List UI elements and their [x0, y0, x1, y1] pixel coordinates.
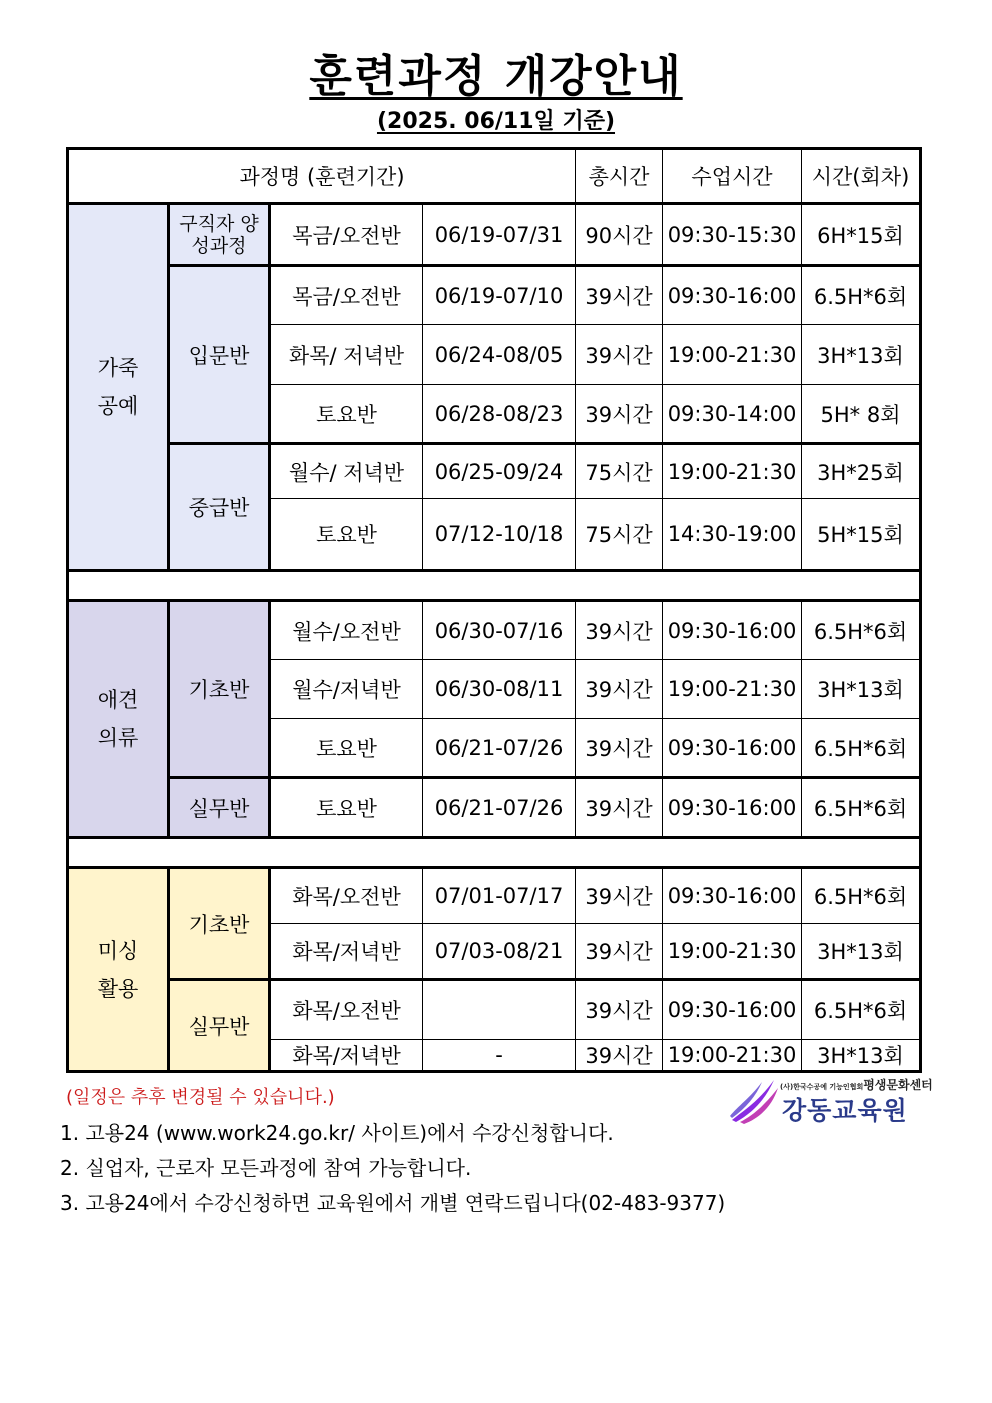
class-time: 09:30-16:00 [663, 601, 802, 660]
class-time: 09:30-16:00 [663, 266, 802, 325]
sessions: 6.5H*6회 [802, 601, 921, 660]
class-name: 화목/저녁반 [270, 1040, 423, 1072]
schedule-change-notice: (일정은 추후 변경될 수 있습니다.) [66, 1087, 335, 1108]
class-time: 09:30-16:00 [663, 778, 802, 838]
class-name: 화목/ 저녁반 [270, 325, 423, 385]
period: 06/25-09/24 [423, 444, 576, 499]
spacer-row [68, 571, 921, 601]
class-name: 토요반 [270, 778, 423, 838]
table-row [68, 980, 921, 1040]
total-hours: 90시간 [576, 204, 663, 266]
class-time: 19:00-21:30 [663, 444, 802, 499]
table-row [68, 444, 921, 499]
class-time: 09:30-14:00 [663, 385, 802, 444]
total-hours: 39시간 [576, 868, 663, 924]
level-basic: 기초반 [169, 601, 270, 778]
table-header-row [68, 149, 921, 204]
sessions: 3H*13회 [802, 325, 921, 385]
period: 07/12-10/18 [423, 499, 576, 571]
note-item: 3. 고용24에서 수강신청하면 교육원에서 개별 연락드립니다(02-483-9377) [60, 1191, 726, 1215]
total-hours: 39시간 [576, 1040, 663, 1072]
sessions: 6.5H*6회 [802, 778, 921, 838]
period: 06/30-08/11 [423, 660, 576, 719]
level-practice: 실무반 [169, 980, 270, 1072]
table-row [68, 868, 921, 924]
total-hours: 75시간 [576, 444, 663, 499]
class-time: 09:30-16:00 [663, 719, 802, 778]
header-course: 과정명 (훈련기간) [68, 149, 576, 204]
total-hours: 39시간 [576, 601, 663, 660]
period: 06/19-07/10 [423, 266, 576, 325]
note-item: 1. 고용24 (www.work24.go.kr/ 사이트)에서 수강신청합니다. [60, 1121, 614, 1145]
period: 06/30-07/16 [423, 601, 576, 660]
class-name: 월수/ 저녁반 [270, 444, 423, 499]
period: - [423, 1040, 576, 1072]
sessions: 3H*13회 [802, 924, 921, 980]
total-hours: 39시간 [576, 385, 663, 444]
sessions: 6.5H*6회 [802, 266, 921, 325]
period: 07/03-08/21 [423, 924, 576, 980]
class-time: 19:00-21:30 [663, 924, 802, 980]
level-basic: 기초반 [169, 868, 270, 980]
sessions: 3H*25회 [802, 444, 921, 499]
category-leather: 가죽 공예 [68, 204, 169, 571]
header-sessions: 시간(회차) [802, 149, 921, 204]
total-hours: 39시간 [576, 266, 663, 325]
class-time: 09:30-16:00 [663, 868, 802, 924]
total-hours: 75시간 [576, 499, 663, 571]
class-name: 화목/오전반 [270, 980, 423, 1040]
class-name: 화목/저녁반 [270, 924, 423, 980]
class-time: 14:30-19:00 [663, 499, 802, 571]
table-row [68, 204, 921, 266]
class-name: 토요반 [270, 499, 423, 571]
class-name: 토요반 [270, 719, 423, 778]
organization-logo [728, 1074, 933, 1125]
period: 07/01-07/17 [423, 868, 576, 924]
period: 06/28-08/23 [423, 385, 576, 444]
period: 06/21-07/26 [423, 778, 576, 838]
header-class-time: 수업시간 [663, 149, 802, 204]
sessions: 6H*15회 [802, 204, 921, 266]
sessions: 5H*15회 [802, 499, 921, 571]
page-subtitle: (2025. 06/11일 기준) [376, 109, 616, 134]
level-practice: 실무반 [169, 778, 270, 838]
class-time: 19:00-21:30 [663, 1040, 802, 1072]
class-time: 19:00-21:30 [663, 325, 802, 385]
class-name: 목금/오전반 [270, 266, 423, 325]
period: 06/19-07/31 [423, 204, 576, 266]
sessions: 3H*13회 [802, 1040, 921, 1072]
total-hours: 39시간 [576, 325, 663, 385]
class-time: 09:30-16:00 [663, 980, 802, 1040]
total-hours: 39시간 [576, 660, 663, 719]
sessions: 6.5H*6회 [802, 719, 921, 778]
level-job: 구직자 양성과정 [169, 204, 270, 266]
class-name: 월수/오전반 [270, 601, 423, 660]
note-item: 2. 실업자, 근로자 모든과정에 참여 가능합니다. [60, 1156, 472, 1180]
sessions: 6.5H*6회 [802, 980, 921, 1040]
total-hours: 39시간 [576, 924, 663, 980]
logo-subtitle: (사)한국수공예 기능인협회평생문화센터 [780, 1078, 933, 1092]
total-hours: 39시간 [576, 778, 663, 838]
table-row [68, 266, 921, 325]
class-name: 토요반 [270, 385, 423, 444]
total-hours: 39시간 [576, 980, 663, 1040]
swoosh-logo-icon [728, 1076, 780, 1124]
level-mid: 중급반 [169, 444, 270, 571]
total-hours: 39시간 [576, 719, 663, 778]
category-pet: 애견 의류 [68, 601, 169, 838]
sessions: 3H*13회 [802, 660, 921, 719]
period [423, 980, 576, 1040]
category-sewing: 미싱 활용 [68, 868, 169, 1072]
table-row [68, 778, 921, 838]
sessions: 6.5H*6회 [802, 868, 921, 924]
class-name: 월수/저녁반 [270, 660, 423, 719]
class-time: 19:00-21:30 [663, 660, 802, 719]
class-name: 화목/오전반 [270, 868, 423, 924]
level-intro: 입문반 [169, 266, 270, 444]
period: 06/21-07/26 [423, 719, 576, 778]
spacer-row [68, 838, 921, 868]
logo-name: 강동교육원 [782, 1096, 908, 1125]
page-title: 훈련과정 개강안내 [309, 51, 683, 102]
class-name: 목금/오전반 [270, 204, 423, 266]
class-time: 09:30-15:30 [663, 204, 802, 266]
notes-list [60, 1118, 725, 1223]
sessions: 5H* 8회 [802, 385, 921, 444]
header-total: 총시간 [576, 149, 663, 204]
table-row [68, 601, 921, 660]
schedule-table [66, 147, 922, 1073]
period: 06/24-08/05 [423, 325, 576, 385]
